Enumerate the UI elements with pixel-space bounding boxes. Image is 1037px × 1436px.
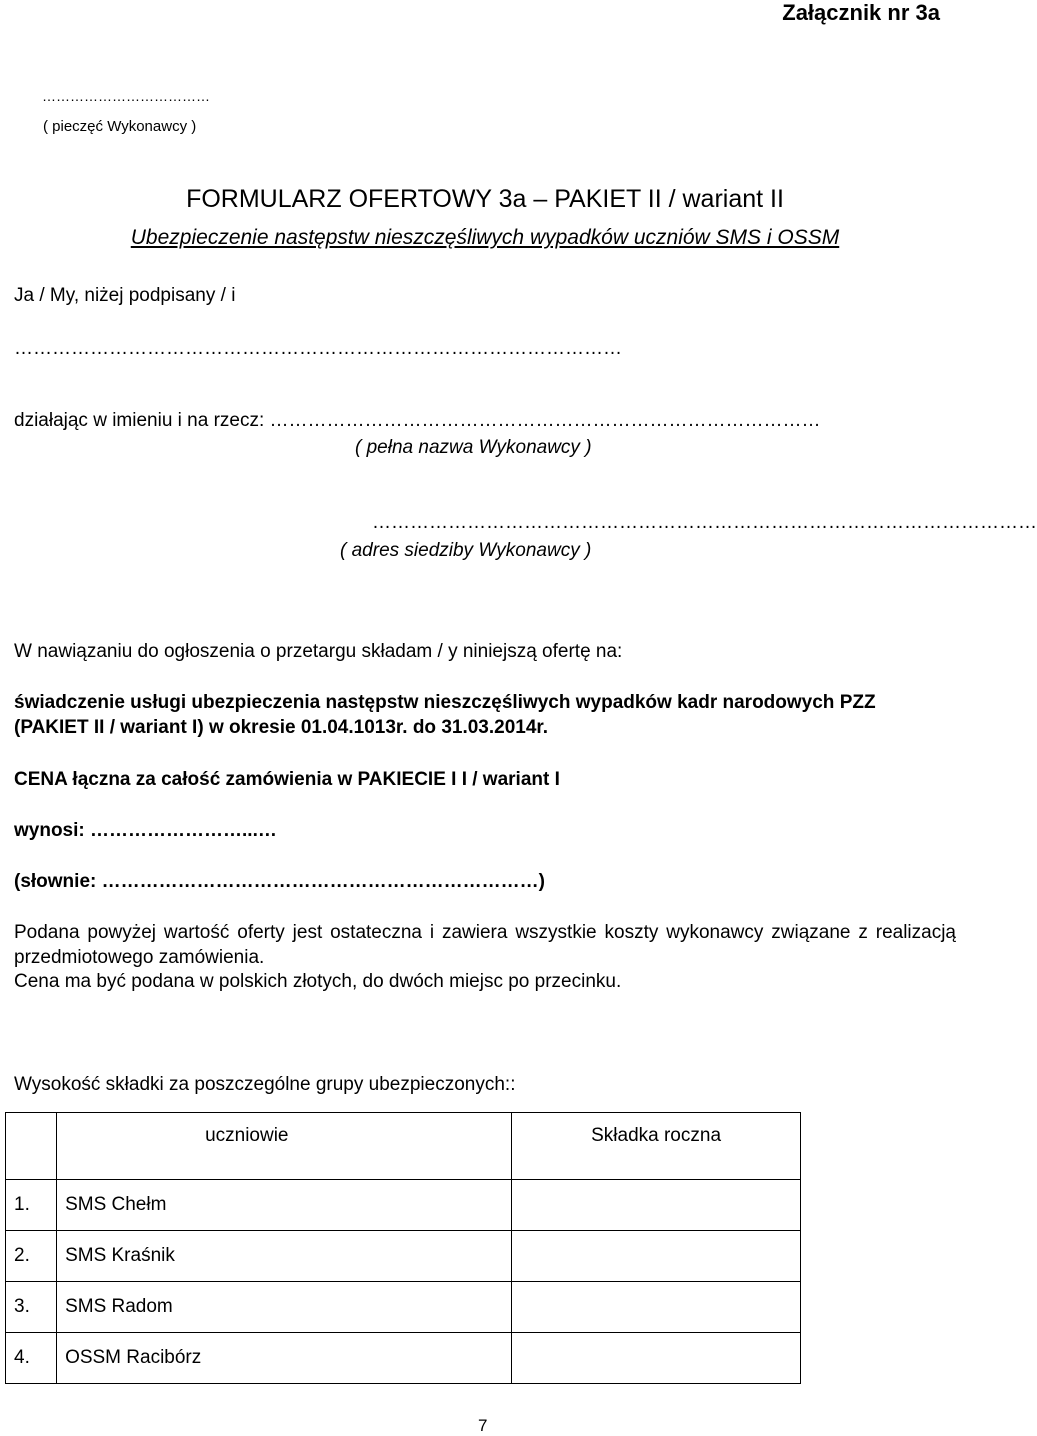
form-title: FORMULARZ OFERTOWY 3a – PAKIET II / wariant II bbox=[186, 185, 784, 213]
price-title: CENA łączna za całość zamówienia w PAKIECIE I I / wariant I bbox=[14, 769, 560, 790]
fullname-caption: ( pełna nazwa Wykonawcy ) bbox=[355, 437, 592, 458]
row-school-name: SMS Kraśnik bbox=[57, 1231, 512, 1282]
header-cell-premium: Składka roczna bbox=[512, 1113, 801, 1180]
table-row bbox=[6, 1333, 801, 1384]
row-school-name: SMS Chełm bbox=[57, 1180, 512, 1231]
price-note-line1: Podana powyżej wartość oferty jest ostateczna i zawiera wszystkie koszty wykonawcy związane z realizacją bbox=[14, 922, 956, 943]
stamp-label: ( pieczęć Wykonawcy ) bbox=[43, 118, 197, 135]
price-note bbox=[14, 920, 956, 970]
table-row bbox=[6, 1180, 801, 1231]
row-number: 3. bbox=[6, 1282, 57, 1333]
row-premium-cell[interactable] bbox=[512, 1231, 801, 1282]
service-description: świadczenie usługi ubezpieczenia następstw nieszczęśliwych wypadków kadr narodowych PZZ (PAKIET II / wariant I) w okresie 01.04.1013r. do 31.03.2014r. bbox=[14, 692, 876, 738]
form-subtitle: Ubezpieczenie następstw nieszczęśliwych wypadków uczniów SMS i OSSM bbox=[130, 226, 840, 249]
page-number: 7 bbox=[478, 1416, 488, 1435]
row-number: 2. bbox=[6, 1231, 57, 1282]
row-number: 1. bbox=[6, 1180, 57, 1231]
signed-label: Ja / My, niżej podpisany / i bbox=[14, 285, 236, 306]
acting-on-behalf-field[interactable]: działając w imieniu i na rzecz: …………………………………………………………………………… bbox=[14, 410, 821, 431]
amount-in-words-field[interactable]: (słownie: ……………………………………………………………) bbox=[14, 871, 545, 892]
row-premium-cell[interactable] bbox=[512, 1180, 801, 1231]
address-dotted-field[interactable]: …………………………………………………………………………………………… bbox=[372, 512, 1037, 533]
header-cell-number bbox=[6, 1113, 57, 1180]
table-row bbox=[6, 1231, 801, 1282]
row-school-name: SMS Radom bbox=[57, 1282, 512, 1333]
stamp-dotted-line: ……………………………… bbox=[42, 88, 210, 104]
signed-dotted-field[interactable]: …………………………………………………………………………………… bbox=[14, 338, 622, 359]
annex-label: Załącznik nr 3a bbox=[782, 0, 940, 25]
row-premium-cell[interactable] bbox=[512, 1333, 801, 1384]
table-header-row bbox=[6, 1113, 801, 1180]
row-number: 4. bbox=[6, 1333, 57, 1384]
premium-table bbox=[5, 1112, 801, 1384]
header-cell-students: uczniowie bbox=[57, 1113, 512, 1180]
price-note-line2: przedmiotowego zamówienia. bbox=[14, 947, 265, 968]
groups-label: Wysokość składki za poszczególne grupy ubezpieczonych:: bbox=[14, 1074, 516, 1095]
currency-note: Cena ma być podana w polskich złotych, do dwóch miejsc po przecinku. bbox=[14, 971, 622, 992]
amount-field[interactable]: wynosi: ……………………...… bbox=[14, 820, 277, 841]
row-premium-cell[interactable] bbox=[512, 1282, 801, 1333]
table-row bbox=[6, 1282, 801, 1333]
intro-text: W nawiązaniu do ogłoszenia o przetargu składam / y niniejszą ofertę na: bbox=[14, 641, 623, 662]
row-school-name: OSSM Racibórz bbox=[57, 1333, 512, 1384]
address-caption: ( adres siedziby Wykonawcy ) bbox=[340, 540, 592, 561]
